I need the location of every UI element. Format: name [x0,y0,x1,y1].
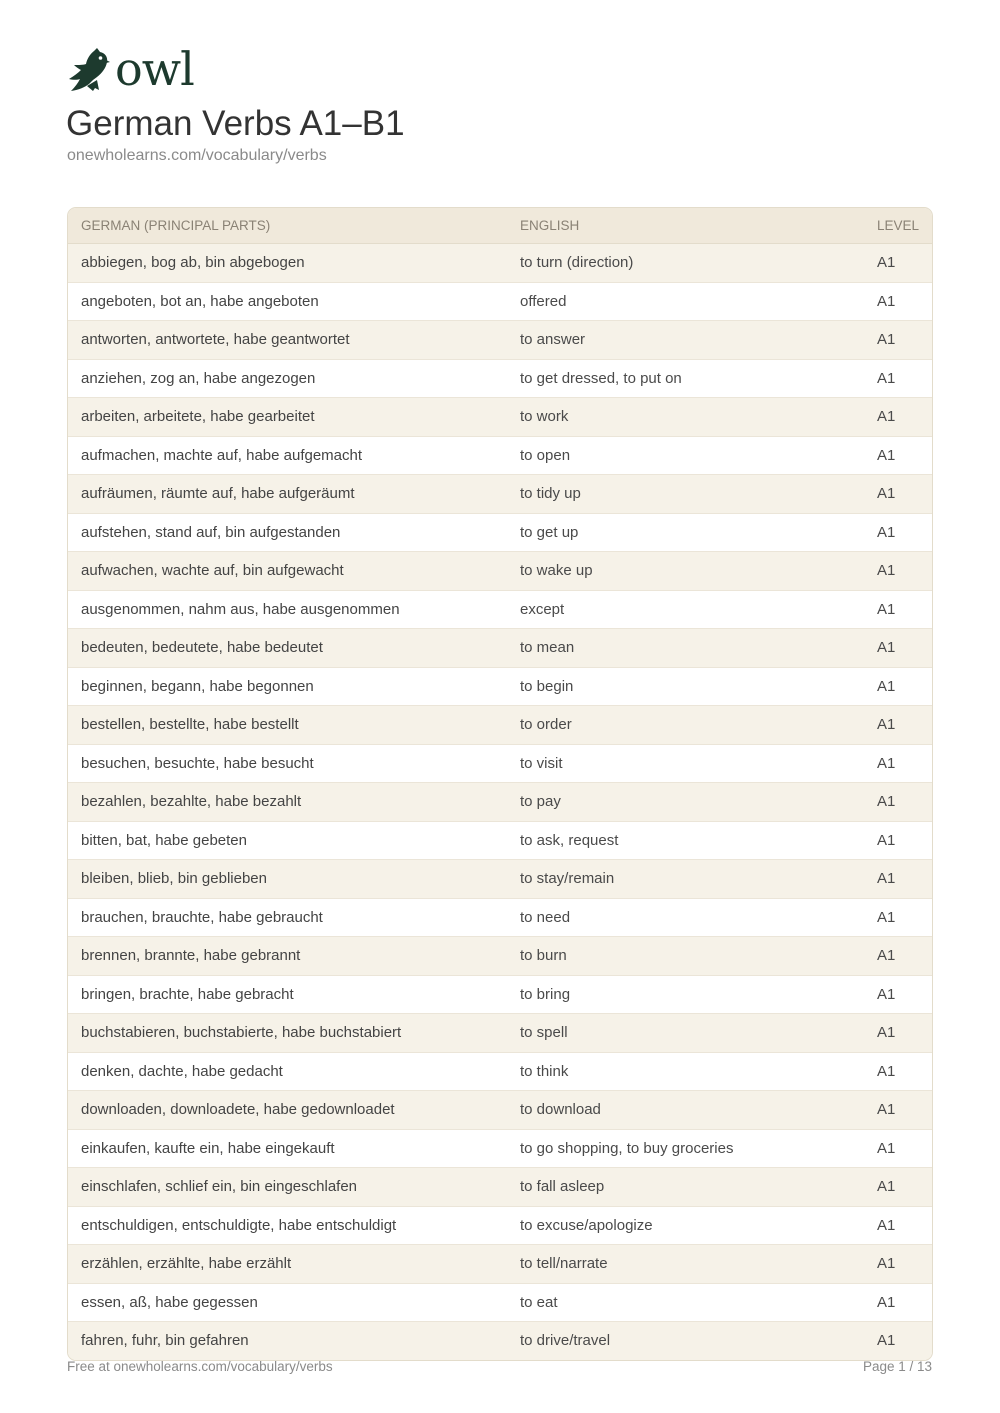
table-row [68,821,932,860]
cell-level: A1 [864,282,932,321]
table-row [68,244,932,283]
cell-english: to fall asleep [507,1168,864,1207]
cell-german: bitten, bat, habe gebeten [68,821,507,860]
cell-level: A1 [864,667,932,706]
table-row [68,475,932,514]
cell-german: brauchen, brauchte, habe gebraucht [68,898,507,937]
cell-level: A1 [864,898,932,937]
table-row [68,1129,932,1168]
logo-wordmark: owl [115,42,194,96]
cell-english: to get dressed, to put on [507,359,864,398]
cell-level: A1 [864,629,932,668]
table-row [68,937,932,976]
cell-german: aufstehen, stand auf, bin aufgestanden [68,513,507,552]
table-row [68,436,932,475]
cell-level: A1 [864,475,932,514]
cell-english: to burn [507,937,864,976]
cell-english: to tell/narrate [507,1245,864,1284]
table-row [68,629,932,668]
cell-level: A1 [864,1245,932,1284]
cell-level: A1 [864,590,932,629]
cell-english: to go shopping, to buy groceries [507,1129,864,1168]
cell-english: to begin [507,667,864,706]
brand-logo [67,42,194,96]
cell-german: entschuldigen, entschuldigte, habe entschuldigt [68,1206,507,1245]
cell-level: A1 [864,1129,932,1168]
cell-german: anziehen, zog an, habe angezogen [68,359,507,398]
cell-english: to open [507,436,864,475]
cell-english: to excuse/apologize [507,1206,864,1245]
cell-german: bleiben, blieb, bin geblieben [68,860,507,899]
cell-german: essen, aß, habe gegessen [68,1283,507,1322]
cell-level: A1 [864,244,932,283]
owl-bird-icon [67,46,111,92]
cell-level: A1 [877,1332,896,1350]
cell-level: A1 [864,552,932,591]
cell-english: to mean [507,629,864,668]
table-row [68,513,932,552]
footer-source: Free at onewholearns.com/vocabulary/verbs [67,1359,333,1374]
cell-level: A1 [864,821,932,860]
cell-level: A1 [864,975,932,1014]
cell-level: A1 [864,783,932,822]
cell-level: A1 [864,513,932,552]
cell-german: brennen, brannte, habe gebrannt [68,937,507,976]
cell-english: to answer [507,321,864,360]
cell-german: aufmachen, machte auf, habe aufgemacht [68,436,507,475]
cell-level: A1 [864,860,932,899]
cell-level: A1 [864,321,932,360]
cell-level: A1 [864,744,932,783]
cell-german: bezahlen, bezahlte, habe bezahlt [68,783,507,822]
cell-english: to wake up [507,552,864,591]
cell-level: A1 [864,436,932,475]
cell-english: to pay [507,783,864,822]
cell-english: offered [507,282,864,321]
cell-english: except [507,590,864,629]
cell-level: A1 [864,359,932,398]
table-row [68,1014,932,1053]
table-row [68,552,932,591]
cell-level: A1 [864,1014,932,1053]
table-row [68,1168,932,1207]
table-header-row [68,208,932,244]
cell-german: arbeiten, arbeitete, habe gearbeitet [68,398,507,437]
cell-english: to work [507,398,864,437]
table-row [68,706,932,745]
cell-german: antworten, antwortete, habe geantwortet [68,321,507,360]
cell-level: A1 [864,1206,932,1245]
column-header-english: ENGLISH [507,208,864,244]
table-row [68,1245,932,1284]
page-number: Page 1 / 13 [862,1359,932,1374]
page-title: German Verbs A1–B1 [66,104,405,143]
cell-german: downloaden, downloadete, habe gedownloadet [68,1091,507,1130]
cell-english: to stay/remain [507,860,864,899]
table-row [68,1283,932,1322]
cell-english: to think [507,1052,864,1091]
cell-german: aufwachen, wachte auf, bin aufgewacht [68,552,507,591]
table-row [68,282,932,321]
table-row [68,1322,932,1360]
cell-english: to spell [507,1014,864,1053]
cell-german: einkaufen, kaufte ein, habe eingekauft [68,1129,507,1168]
column-header-level: LEVEL [864,208,932,244]
cell-german: ausgenommen, nahm aus, habe ausgenommen [68,590,507,629]
cell-level: A1 [864,1168,932,1207]
verbs-table-container [67,207,933,1361]
cell-level: A1 [864,706,932,745]
table-row [68,321,932,360]
table-row [68,860,932,899]
cell-german: angeboten, bot an, habe angeboten [68,282,507,321]
cell-german: bestellen, bestellte, habe bestellt [68,706,507,745]
cell-german: denken, dachte, habe gedacht [68,1052,507,1091]
table-row [68,744,932,783]
cell-english: to visit [507,744,864,783]
cell-german: erzählen, erzählte, habe erzählt [68,1245,507,1284]
verbs-table [68,208,932,1360]
cell-level: A1 [864,1283,932,1322]
cell-english: to turn (direction) [507,244,864,283]
cell-english: to drive/travel [520,1332,611,1350]
table-row [68,1052,932,1091]
cell-german: aufräumen, räumte auf, habe aufgeräumt [68,475,507,514]
cell-english: to bring [507,975,864,1014]
cell-level: A1 [864,1052,932,1091]
page-subtitle-url[interactable]: onewholearns.com/vocabulary/verbs [67,147,327,164]
cell-english: to need [507,898,864,937]
column-header-german: GERMAN (PRINCIPAL PARTS) [68,208,507,244]
cell-german: beginnen, begann, habe begonnen [68,667,507,706]
table-row [68,398,932,437]
cell-german: abbiegen, bog ab, bin abgebogen [68,244,507,283]
cell-german: bedeuten, bedeutete, habe bedeutet [68,629,507,668]
table-row [68,975,932,1014]
cell-german: einschlafen, schlief ein, bin eingeschlafen [68,1168,507,1207]
cell-level: A1 [864,937,932,976]
cell-english: to order [507,706,864,745]
cell-german: fahren, fuhr, bin gefahren [81,1332,249,1350]
table-row [68,1206,932,1245]
table-row [68,898,932,937]
table-row [68,590,932,629]
cell-german: bringen, brachte, habe gebracht [68,975,507,1014]
table-row [68,359,932,398]
table-row [68,667,932,706]
cell-level: A1 [864,398,932,437]
cell-german: buchstabieren, buchstabierte, habe buchstabiert [68,1014,507,1053]
cell-english: to eat [507,1283,864,1322]
cell-english: to download [507,1091,864,1130]
cell-english: to tidy up [507,475,864,514]
cell-german: besuchen, besuchte, habe besucht [68,744,507,783]
table-body [68,244,932,1360]
cell-english: to ask, request [507,821,864,860]
cell-level: A1 [864,1091,932,1130]
cell-english: to get up [507,513,864,552]
table-row [68,1091,932,1130]
table-row [68,783,932,822]
